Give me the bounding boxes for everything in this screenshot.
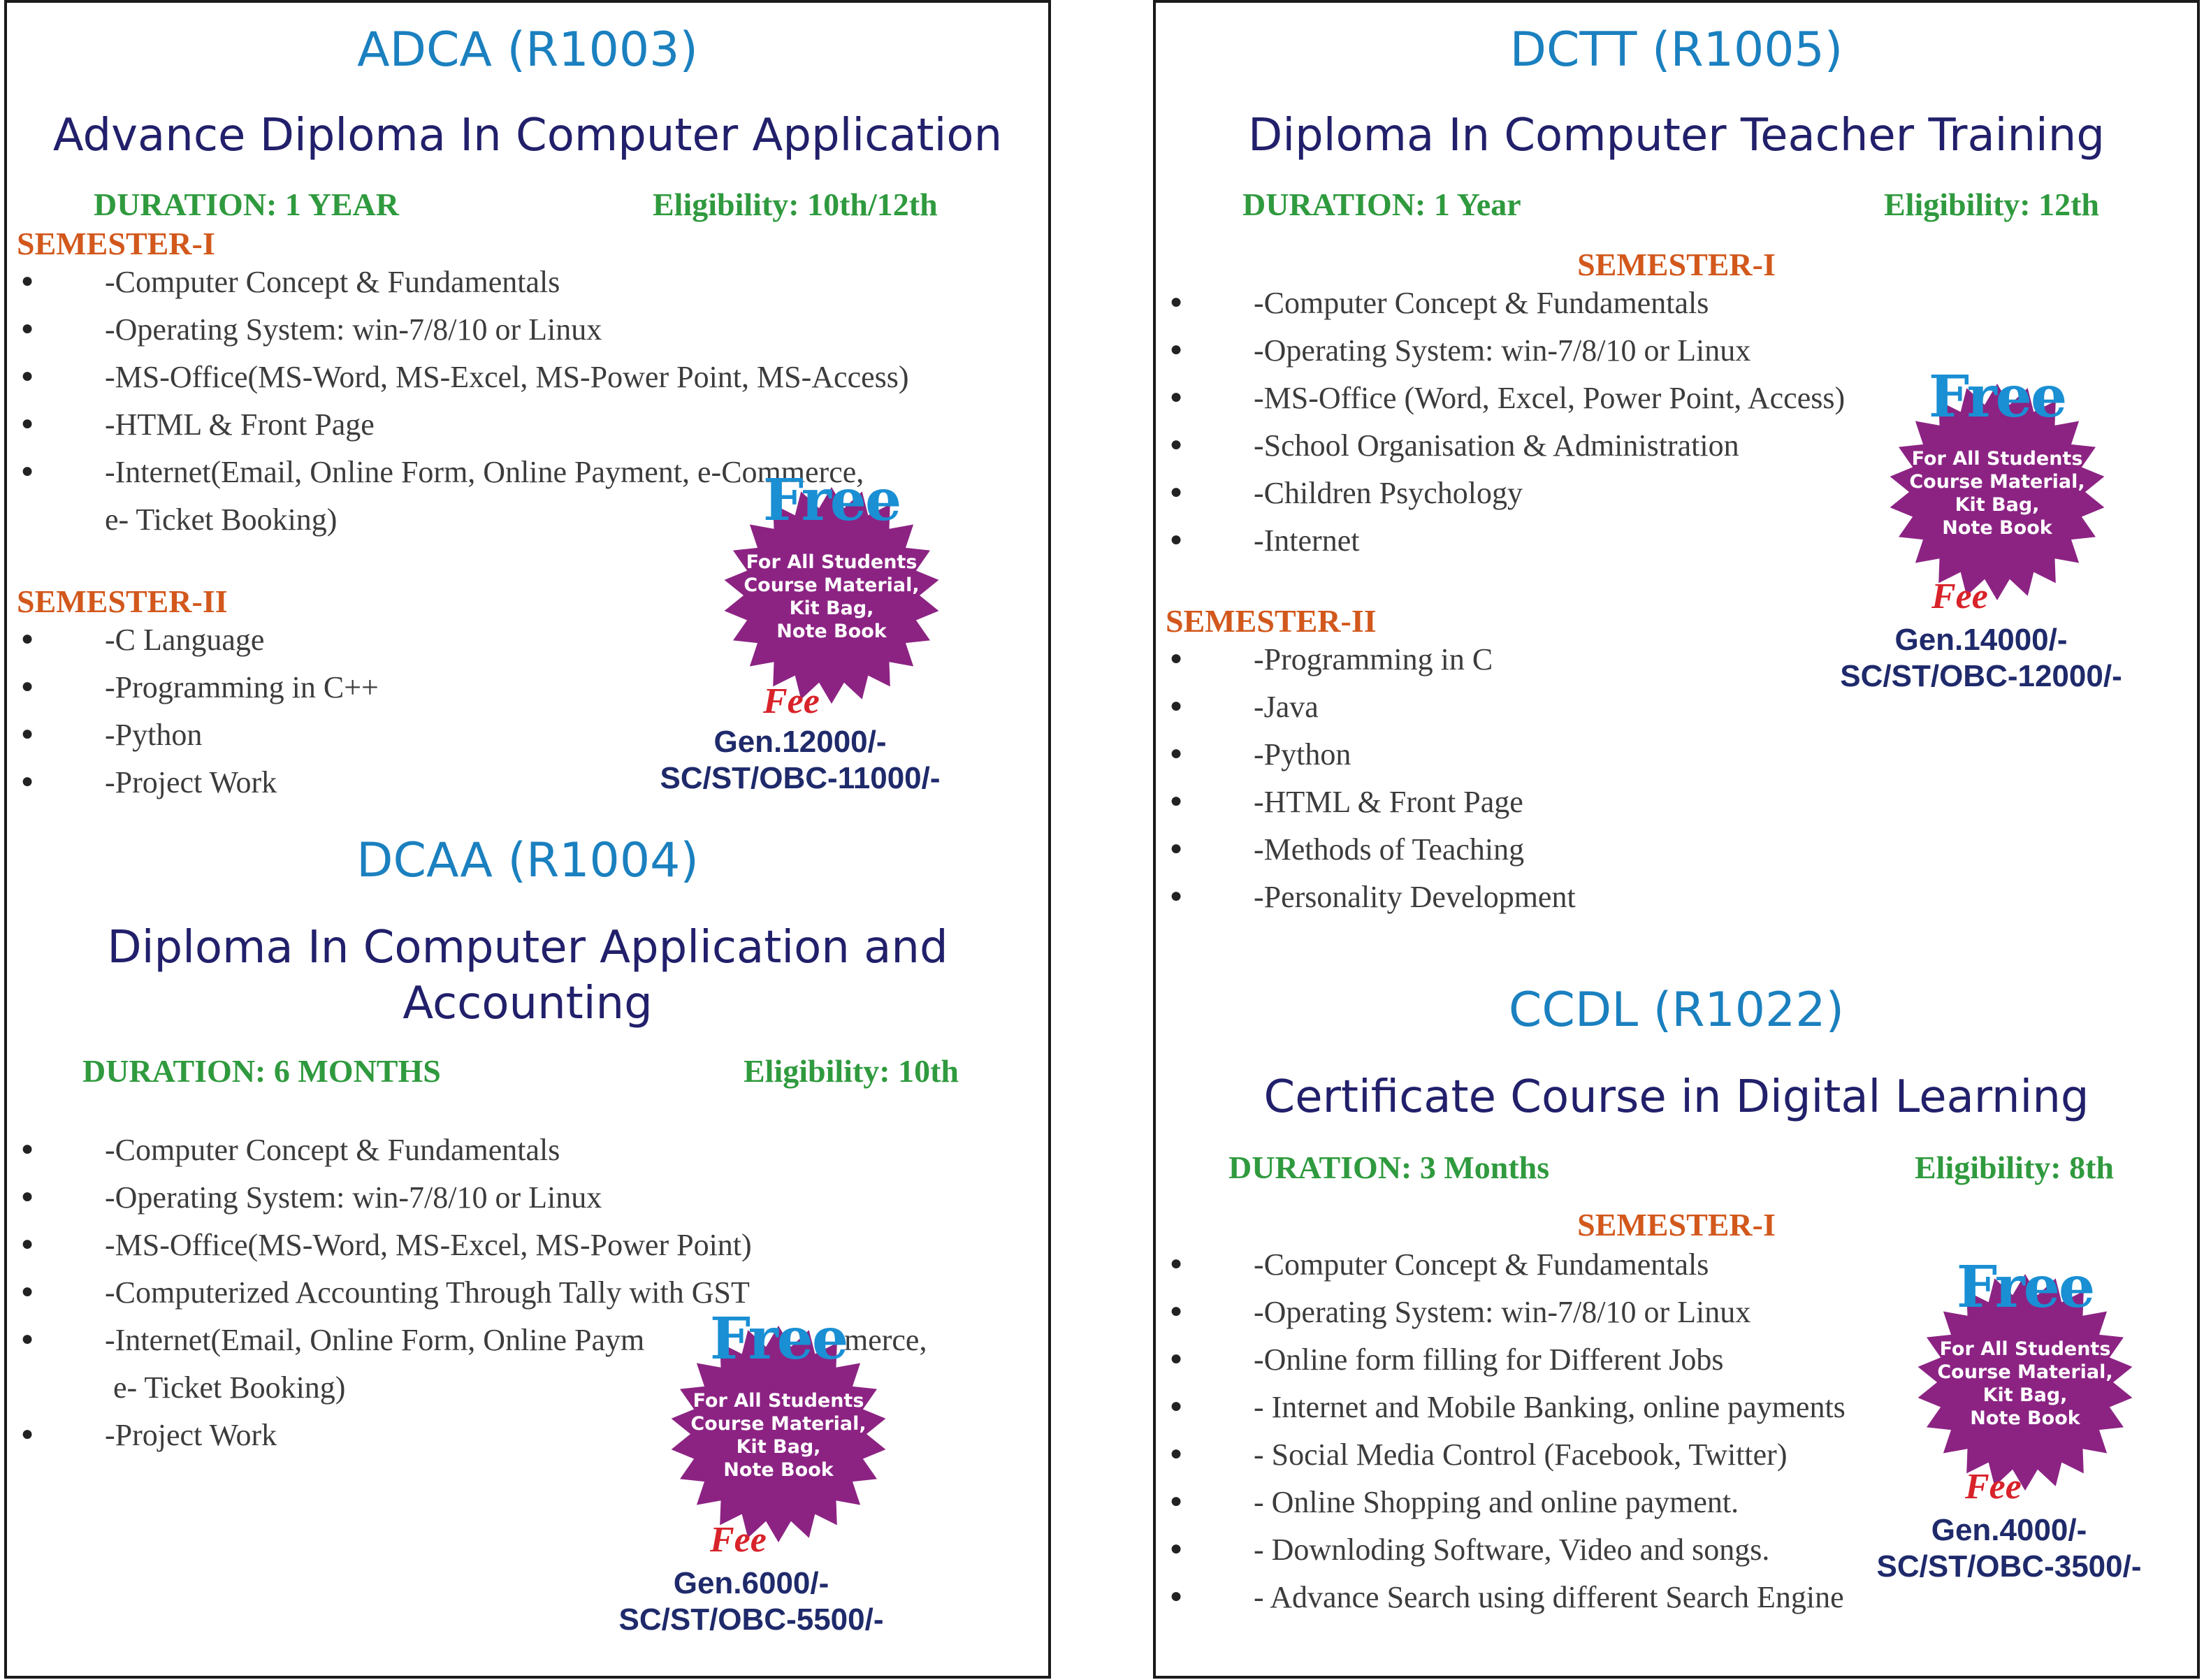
ccdl-fee-gen: Gen.4000/- [1931,1513,2087,1547]
list-item: ● -Project Work [21,1418,277,1452]
free-details: For All Students Course Material, Kit Bag, Note Book [690,1390,867,1481]
left-panel [4,0,1051,1679]
list-item: ● -Personality Development [1170,880,1576,914]
dctt-semester-1-label: SEMESTER-I [1577,247,1776,282]
list-item: ● -Python [21,718,203,752]
list-item: ● -School Organisation & Administration [1170,428,1739,463]
dcaa-fee-gen: Gen.6000/- [673,1566,829,1600]
list-item: ● -Computer Concept & Fundamentals [21,1133,560,1167]
adca-eligibility: Eligibility: 10th/12th [653,187,938,222]
adca-semester-2-label: SEMESTER-II [17,584,228,619]
adca-free-badge [713,467,950,706]
list-item: ● - Internet and Mobile Banking, online payments [1170,1390,1846,1424]
list-item: ● -Internet [1170,523,1360,558]
list-item: ● -MS-Office(MS-Word, MS-Excel, MS-Power Point, MS-Access) [21,360,909,394]
dctt-code: DCTT (R1005) [1509,22,1843,78]
dctt-fee-label: Fee [1931,577,1988,616]
list-item: ● - Social Media Control (Facebook, Twitter) [1170,1438,1788,1472]
free-details: For All Students Course Material, Kit Bag, Note Book [744,551,920,642]
free-label: Free [1928,363,2066,430]
dcaa-fee-reserved: SC/ST/OBC-5500/- [618,1602,884,1637]
dctt-semester-2-list [1166,636,1576,921]
ccdl-duration: DURATION: 3 Months [1228,1150,1550,1185]
list-item-continuation: e- Ticket Booking) [113,1370,346,1405]
list-item: ● - Online Shopping and online payment. [1170,1485,1739,1519]
adca-semester-1-label: SEMESTER-I [17,226,215,261]
ccdl-fee-label: Fee [1965,1467,2022,1507]
dctt-semester-1-list [1166,280,1845,565]
free-label: Free [709,1305,848,1373]
ccdl-eligibility: Eligibility: 8th [1915,1150,2114,1185]
dcaa-title-line-2: Accounting [403,978,653,1029]
list-item: ● -Programming in C++ [21,670,379,704]
ccdl-fee-reserved: SC/ST/OBC-3500/- [1876,1549,2142,1584]
list-item: ● - Advance Search using different Search Engine [1170,1580,1844,1614]
dctt-fee-gen: Gen.14000/- [1894,623,2068,657]
free-label: Free [1956,1254,2094,1321]
dctt-free-badge [1878,363,2116,602]
list-item: ● -Internet(Email, Online Form, Online Paym merce, [21,1323,927,1357]
dctt-title: Diploma In Computer Teacher Training [1248,110,2105,161]
list-item: ● -Operating System: win-7/8/10 or Linux [21,1180,602,1215]
dctt-duration: DURATION: 1 Year [1242,187,1521,222]
list-item: ● -HTML & Front Page [1170,785,1523,819]
ccdl-semester-1-label: SEMESTER-I [1577,1207,1776,1243]
dctt-semester-2-label: SEMESTER-II [1166,603,1377,639]
list-item: ● -Children Psychology [1170,476,1523,510]
free-details: For All Students Course Material, Kit Bag, Note Book [1909,448,2085,539]
list-item: ● -Operating System: win-7/8/10 or Linux [21,312,602,347]
list-item: ● -Computer Concept & Fundamentals [21,265,560,299]
list-item: ● -MS-Office (Word, Excel, Power Point, Access) [1170,381,1846,415]
ccdl-free-badge [1906,1254,2144,1493]
adca-fee-reserved: SC/ST/OBC-11000/- [660,761,941,795]
list-item: ● -Project Work [21,765,277,799]
dcaa-free-badge [660,1305,897,1544]
dcaa-title-line-1: Diploma In Computer Application and [107,922,948,973]
list-item: ● -Online form filling for Different Jobs [1170,1342,1724,1377]
list-item: ● -Programming in C [1170,642,1493,676]
list-item: ● -MS-Office(MS-Word, MS-Excel, MS-Power Point) [21,1228,752,1262]
list-item: ● - Downloding Software, Video and songs. [1170,1533,1770,1567]
list-item: ● -Operating System: win-7/8/10 or Linux [1170,333,1751,368]
adca-semester-2-list [17,616,379,806]
adca-title: Advance Diploma In Computer Application [52,110,1003,161]
list-item: ● -Computer Concept & Fundamentals [1170,286,1709,320]
list-item: ● -HTML & Front Page [21,407,375,442]
adca-fee-gen: Gen.12000/- [713,725,887,759]
free-details: For All Students Course Material, Kit Bag, Note Book [1937,1338,2113,1429]
list-item: ● -Java [1170,690,1319,724]
adca-fee-label: Fee [763,681,820,721]
dcaa-eligibility: Eligibility: 10th [744,1053,959,1089]
ccdl-title: Certificate Course in Digital Learning [1263,1071,2089,1123]
dctt-fee-reserved: SC/ST/OBC-12000/- [1840,659,2122,693]
adca-duration: DURATION: 1 YEAR [94,187,399,222]
right-panel [1153,0,2200,1679]
ccdl-list [1166,1241,1846,1621]
list-item: ● -Internet(Email, Online Form, Online Payment, e-Commerce, [21,455,864,489]
dcaa-fee-label: Fee [710,1520,767,1560]
list-item: ● -Computer Concept & Fundamentals [1170,1247,1709,1282]
dctt-eligibility: Eligibility: 12th [1884,187,2099,222]
free-label: Free [762,467,901,534]
list-item: ● -Methods of Teaching [1170,832,1525,867]
adca-code: ADCA (R1003) [357,22,698,78]
dcaa-duration: DURATION: 6 MONTHS [82,1053,441,1089]
list-item: ● -C Language [21,623,265,657]
list-item-continuation: e- Ticket Booking) [105,502,338,537]
ccdl-code: CCDL (R1022) [1508,983,1845,1038]
list-item: ● -Computerized Accounting Through Tally with GST [21,1275,750,1310]
dcaa-code: DCAA (R1004) [356,833,699,888]
list-item: ● -Operating System: win-7/8/10 or Linux [1170,1295,1751,1329]
list-item: ● -Python [1170,737,1351,772]
